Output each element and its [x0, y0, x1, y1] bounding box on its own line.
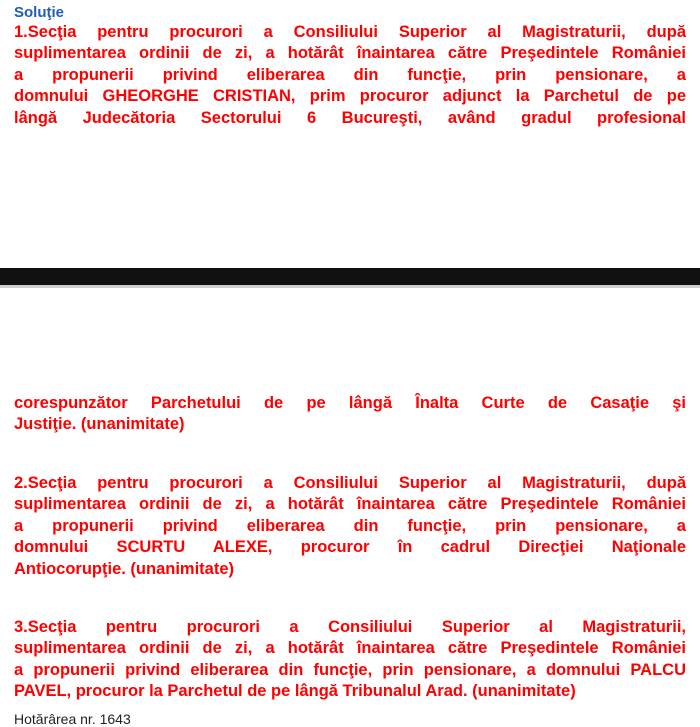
text-line: Justiţie. (unanimitate): [14, 415, 185, 434]
text-line: 2.Secţia pentru procurori a Consiliului Superior al Magistraturii, după: [14, 474, 686, 492]
resolution-1-part-2: [14, 393, 686, 436]
resolution-2: [14, 473, 686, 580]
decision-number-cut-off: Hotărârea nr. 1643: [14, 711, 131, 727]
text-line: lângă Judecătoria Sectorului 6 Bucureşti, având gradul profesional: [14, 108, 686, 127]
text-line: suplimentarea ordinii de zi, a hotărât înaintarea către Preşedintele României: [14, 639, 686, 658]
section-heading: Soluţie: [14, 4, 65, 21]
text-line: a propunerii privind eliberarea din funcţie, prin pensionare, a: [14, 516, 686, 535]
text-line: domnului SCURTU ALEXE, procuror în cadrul Direcţiei Naţionale: [14, 538, 686, 557]
text-line: a propunerii privind eliberarea din funcţie, prin pensionare, a domnului PALCU: [14, 660, 686, 679]
text-line: suplimentarea ordinii de zi, a hotărât înaintarea către Preşedintele României: [14, 44, 686, 63]
text-line: PAVEL, procuror la Parchetul de pe lângă Tribunalul Arad. (unanimitate): [14, 682, 576, 701]
page-break-divider: [0, 268, 700, 285]
text-line: suplimentarea ordinii de zi, a hotărât înaintarea către Preşedintele României: [14, 495, 686, 514]
text-line: domnului GHEORGHE CRISTIAN, prim procuror adjunct la Parchetul de pe: [14, 87, 686, 106]
text-line: a propunerii privind eliberarea din funcţie, prin pensionare, a: [14, 65, 686, 84]
resolution-3: [14, 617, 686, 703]
text-line: Antiocorupţie. (unanimitate): [14, 559, 234, 578]
resolution-1-part-1: [14, 22, 686, 129]
text-line: corespunzător Parchetului de pe lângă Înalta Curte de Casaţie şi: [14, 394, 686, 412]
text-line: 3.Secţia pentru procurori a Consiliului Superior al Magistraturii,: [14, 618, 686, 636]
text-line: 1.Secţia pentru procurori a Consiliului Superior al Magistraturii, după: [14, 23, 686, 41]
